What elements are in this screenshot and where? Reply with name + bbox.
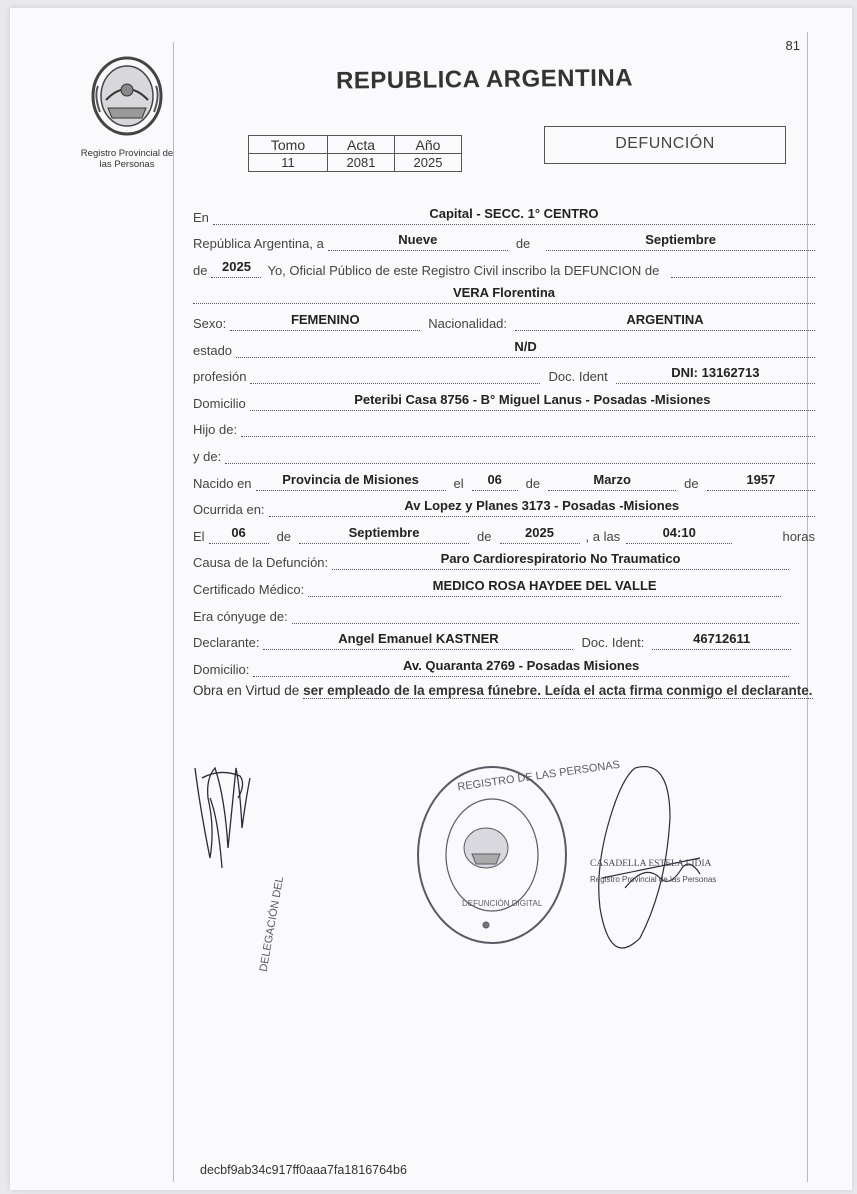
label-de5: de (276, 528, 292, 544)
record-header-acta: Acta (328, 136, 395, 154)
label-estado: estado (193, 342, 233, 358)
value-nac-dia: 06 (487, 471, 502, 487)
value-estado: N/D (514, 338, 537, 354)
officer-stamp-line1: CASADELLA ESTELA LIDIA (590, 859, 712, 869)
value-doc-ident: DNI: 13162713 (671, 365, 760, 381)
label-conyuge: Era cónyuge de: (193, 608, 288, 624)
label-republica: República Argentina, a (193, 236, 324, 252)
label-de2: de (193, 262, 208, 278)
page-number: 81 (785, 38, 800, 53)
label-obra: Obra en Virtud de (193, 682, 300, 698)
label-nacionalidad: Nacionalidad: (428, 315, 508, 331)
stamp-inner-text: DEFUNCIÓN DIGITAL (462, 899, 543, 908)
certificate-sheet (10, 8, 852, 1190)
value-mes: Septiembre (645, 232, 717, 248)
value-nacido-en: Provincia de Misiones (282, 471, 419, 487)
value-ocurrida-en: Av Lopez y Planes 3173 - Posadas -Misiones (404, 498, 680, 514)
stamp-ring-text: REGISTRO DE LAS PERSONAS (456, 758, 621, 794)
record-value-acta: 2081 (328, 154, 395, 172)
seal-caption-line: las Personas (99, 159, 155, 170)
label-causa: Causa de la Defunción: (193, 555, 329, 571)
label-domicilio: Domicilio (193, 395, 246, 411)
label-horas: horas (782, 528, 815, 544)
value-nac-mes: Marzo (593, 471, 631, 487)
signatures-layer (10, 8, 852, 1190)
document-hash: decbf9ab34c917ff0aaa7fa1816764b6 (200, 1163, 407, 1177)
label-el2: El (193, 528, 205, 544)
value-lugar: Capital - SECC. 1° CENTRO (429, 205, 599, 221)
label-de3: de (525, 475, 541, 491)
value-def-hora: 04:10 (662, 524, 696, 540)
label-doc-ident2: Doc. Ident: (581, 635, 645, 651)
value-def-anio: 2025 (525, 524, 554, 540)
registry-round-stamp-icon (418, 767, 566, 943)
label-certificado: Certificado Médico: (193, 581, 305, 597)
value-def-mes: Septiembre (348, 524, 420, 540)
record-value-anio: 2025 (395, 154, 462, 172)
record-header-anio: Año (395, 136, 462, 154)
declarant-signature-icon (195, 768, 250, 868)
value-nombre: VERA Florentina (452, 285, 556, 301)
seal-caption-line: Registro Provincial de (80, 148, 174, 159)
label-y-de: y de: (193, 448, 222, 464)
value-causa: Paro Cardiorespiratorio No Traumatico (440, 551, 681, 567)
officer-signature-icon (599, 767, 700, 948)
value-sexo: FEMENINO (290, 311, 360, 327)
value-declarante: Angel Emanuel KASTNER (338, 631, 499, 647)
officer-stamp-line2: Registro Provincial de las Personas (590, 875, 717, 884)
label-de6: de (477, 528, 492, 544)
label-hijo-de: Hijo de: (193, 422, 238, 438)
label-nacido-en: Nacido en (193, 475, 252, 491)
record-value-tomo: 11 (249, 154, 328, 172)
label-de4: de (684, 475, 699, 491)
label-domicilio2: Domicilio: (193, 661, 250, 677)
label-ocurrida-en: Ocurrida en: (193, 502, 265, 518)
value-obra: ser empleado de la empresa fúnebre. Leída el acta firma conmigo el declarante. (303, 682, 813, 698)
record-header-tomo: Tomo (249, 136, 328, 154)
value-declarante-domicilio: Av. Quaranta 2769 - Posadas Misiones (403, 657, 640, 673)
label-doc-ident: Doc. Ident (548, 369, 608, 385)
value-dia: Nueve (398, 232, 438, 248)
value-certificado: MEDICO ROSA HAYDEE DEL VALLE (432, 577, 657, 593)
record-type-box: DEFUNCIÓN (544, 126, 786, 164)
value-def-dia: 06 (231, 524, 246, 540)
label-de: de (515, 236, 531, 252)
value-domicilio: Peteribi Casa 8756 - B° Miguel Lanus - Posadas -Misiones (354, 391, 711, 407)
label-el: el (453, 475, 464, 491)
label-yo-oficial: Yo, Oficial Público de este Registro Civil inscribo la DEFUNCION de (267, 262, 660, 278)
label-profesion: profesión (193, 369, 247, 385)
value-anio: 2025 (222, 258, 251, 274)
label-a-las: , a las (585, 528, 621, 544)
label-en: En (193, 209, 209, 225)
label-declarante: Declarante: (193, 635, 260, 651)
document-title: REPUBLICA ARGENTINA (335, 64, 634, 95)
label-sexo: Sexo: (193, 315, 227, 331)
stamp-left-text: DELEGACIÓN DEL (257, 875, 287, 973)
value-nac-anio: 1957 (746, 471, 776, 487)
value-declarante-doc: 46712611 (693, 631, 751, 647)
value-nacionalidad: ARGENTINA (626, 311, 704, 327)
